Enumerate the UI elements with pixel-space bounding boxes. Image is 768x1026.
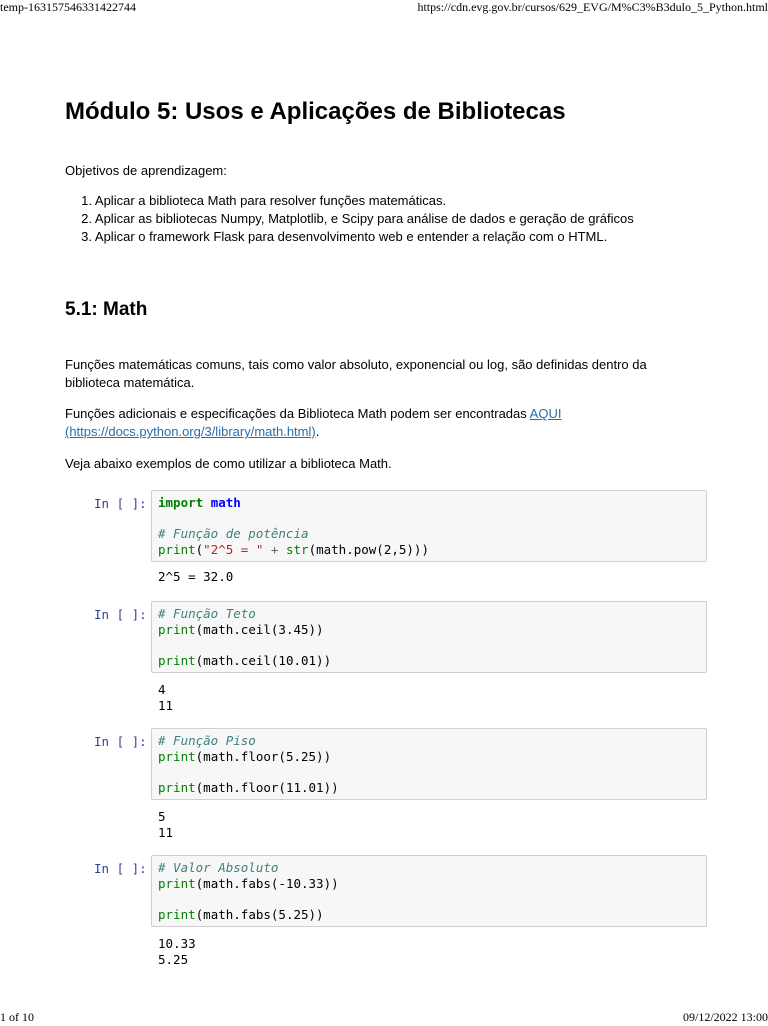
cell-output: 5 11 (158, 809, 174, 840)
section-heading: 5.1: Math (65, 299, 148, 320)
code-block (152, 602, 706, 672)
cell-prompt: In [ ]: (94, 496, 147, 511)
code-keyword: import (158, 495, 204, 510)
code-token: ( (195, 541, 204, 557)
code-builtin: print (158, 652, 196, 668)
objective-item (65, 228, 634, 246)
paragraph-intro: Funções matemáticas comuns, tais como valor absoluto, exponencial ou log, são definidas dentro da biblioteca matemática. (65, 357, 647, 390)
print-header-url: https://cdn.evg.gov.br/cursos/629_EVG/M%C3%B3dulo_5_Python.html (417, 0, 768, 14)
objective-text: Aplicar o framework Flask para desenvolvimento web e entender a relação com o HTML. (94, 229, 608, 244)
code-builtin: print (158, 621, 196, 637)
objectives-list (65, 192, 634, 246)
objective-text: Aplicar a biblioteca Math para resolver funções matemáticas. (94, 193, 447, 208)
paragraph-examples-intro: Veja abaixo exemplos de como utilizar a biblioteca Math. (65, 456, 392, 471)
code-input-area[interactable] (151, 855, 707, 927)
cell-prompt: In [ ]: (94, 607, 147, 622)
code-token: (math.ceil(10.01)) (195, 652, 332, 668)
objective-number: 1. (81, 193, 92, 208)
docs-link-label: AQUI (529, 406, 562, 421)
objective-item (65, 192, 634, 210)
cell-output: 4 11 (158, 682, 174, 713)
code-token: (math.floor(11.01)) (195, 779, 339, 795)
cell-prompt: In [ ]: (94, 861, 147, 876)
code-token: (math.pow(2,5))) (308, 541, 429, 557)
code-builtin: print (158, 875, 196, 891)
code-token: (math.ceil(3.45)) (195, 621, 324, 637)
code-token: (math.fabs(-10.33)) (195, 875, 339, 891)
docs-link-url: (https://docs.python.org/3/library/math.html) (65, 424, 316, 439)
cell-prompt: In [ ]: (94, 734, 147, 749)
code-input-area[interactable] (151, 728, 707, 800)
code-builtin: print (158, 906, 196, 922)
objectives-intro: Objetivos de aprendizagem: (65, 163, 227, 178)
code-string: "2^5 = " (203, 541, 264, 557)
code-input-area[interactable] (151, 490, 707, 562)
code-builtin: str (285, 541, 309, 557)
code-comment: # Função Piso (158, 733, 256, 748)
code-block (152, 491, 706, 561)
objective-number: 3. (81, 229, 92, 244)
objective-number: 2. (81, 211, 92, 226)
print-header (0, 0, 768, 16)
code-builtin: print (158, 541, 196, 557)
cell-output: 2^5 = 32.0 (158, 569, 234, 584)
objective-item (65, 210, 634, 228)
page-counter: 1 of 10 (0, 1010, 34, 1024)
code-module: math (210, 495, 241, 510)
paragraph-more-info-suffix: . (315, 424, 320, 439)
objective-text: Aplicar as bibliotecas Numpy, Matplotlib, e Scipy para análise de dados e geração de gráficos (94, 211, 634, 226)
code-operator: + (270, 541, 279, 557)
code-token: (math.fabs(5.25)) (195, 906, 324, 922)
paragraph-more-info (65, 405, 705, 441)
code-block (152, 729, 706, 799)
code-builtin: print (158, 779, 196, 795)
print-header-document-name: temp-163157546331422744 (0, 0, 136, 14)
print-date: 09/12/2022 13:00 (682, 1010, 768, 1024)
code-comment: # Valor Absoluto (158, 860, 279, 875)
code-block (152, 856, 706, 926)
page-title: Módulo 5: Usos e Aplicações de Bibliotecas (65, 98, 566, 125)
code-token: (math.floor(5.25)) (195, 748, 332, 764)
code-comment: # Função de potência (158, 526, 309, 541)
code-input-area[interactable] (151, 601, 707, 673)
cell-output: 10.33 5.25 (158, 936, 196, 967)
code-builtin: print (158, 748, 196, 764)
paragraph-more-info-text: Funções adicionais e especificações da Biblioteca Math podem ser encontradas (65, 406, 530, 421)
code-comment: # Função Teto (158, 606, 256, 621)
